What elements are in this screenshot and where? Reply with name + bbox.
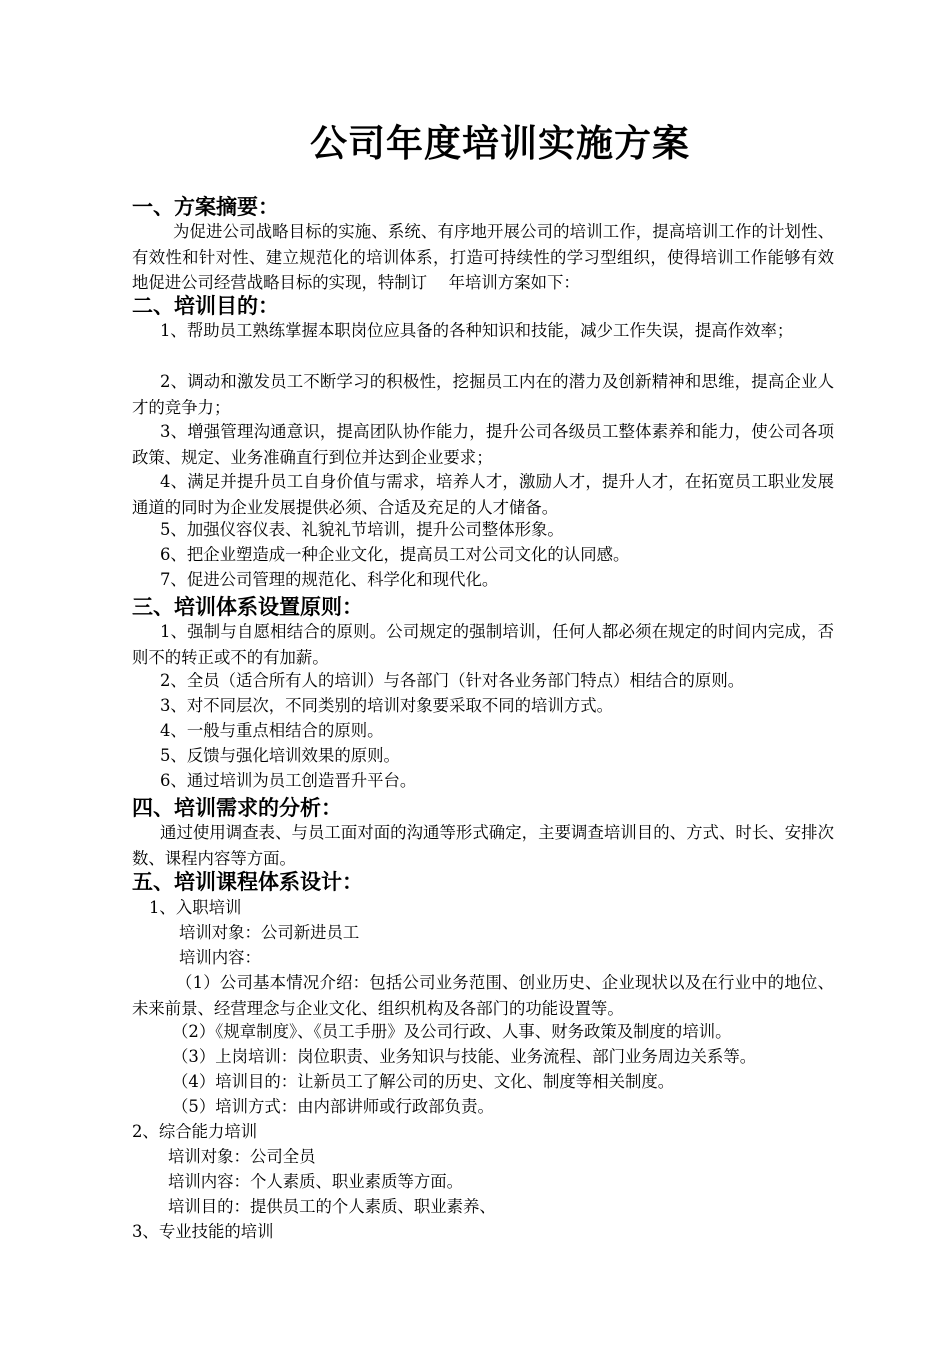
summary-paragraph: 为促进公司战略目标的实施、系统、有序地开展公司的培训工作，提高培训工作的计划性、有效性和针对性、建立规范化的培训体系，打造可持续性的学习型组织，使得培训工作能够有效地促进公司经营战略目标的实现，特制订 年培训方案如下： <box>132 222 834 293</box>
course-content-label: 培训内容： <box>179 948 261 967</box>
onboarding-item: （4）培训目的：让新员工了解公司的历史、文化、制度等相关制度。 <box>172 1072 675 1091</box>
purpose-item: 1、帮助员工熟练掌握本职岗位应具备的各种知识和技能，减少工作失误，提高作效率； <box>160 321 794 340</box>
course-title-onboarding: 1、入职培训 <box>149 898 242 917</box>
purpose-item: 4、满足并提升员工自身价值与需求，培养人才，激励人才，提升人才，在拓宽员工职业发展通道的同时为企业发展提供必须、合适及充足的人才储备。 <box>132 472 834 517</box>
section-heading-needs: 四、培训需求的分析： <box>132 795 342 820</box>
onboarding-item: （2）《规章制度》、《员工手册》及公司行政、人事、财务政策及制度的培训。 <box>172 1022 732 1041</box>
course-target: 培训对象：公司全员 <box>168 1147 316 1166</box>
needs-paragraph: 通过使用调查表、与员工面对面的沟通等形式确定，主要调查培训目的、方式、时长、安排次数、课程内容等方面。 <box>132 823 834 868</box>
principle-item: 3、对不同层次，不同类别的培训对象要采取不同的培训方式。 <box>160 696 613 715</box>
section-heading-curriculum: 五、培训课程体系设计： <box>132 869 363 894</box>
principle-item: 1、强制与自愿相结合的原则。公司规定的强制培训，任何人都必须在规定的时间内完成，否则不的转正或不的有加薪。 <box>132 622 834 667</box>
principle-item: 4、一般与重点相结合的原则。 <box>160 721 384 740</box>
document-title: 公司年度培训实施方案 <box>310 121 690 165</box>
principle-item: 5、反馈与强化培训效果的原则。 <box>160 746 400 765</box>
principle-item: 6、通过培训为员工创造晋升平台。 <box>160 771 417 790</box>
section-heading-summary: 一、方案摘要： <box>132 194 279 219</box>
course-content: 培训内容：个人素质、职业素质等方面。 <box>168 1172 464 1191</box>
onboarding-item: （1）公司基本情况介绍：包括公司业务范围、创业历史、企业现状以及在行业中的地位、未来前景、经营理念与企业文化、组织机构及各部门的功能设置等。 <box>132 973 834 1018</box>
purpose-item: 2、调动和激发员工不断学习的积极性，挖掘员工内在的潜力及创新精神和思维，提高企业人才的竞争力； <box>132 372 834 417</box>
principle-item: 2、全员（适合所有人的培训）与各部门（针对各业务部门特点）相结合的原则。 <box>160 671 745 690</box>
onboarding-item: （5）培训方式：由内部讲师或行政部负责。 <box>172 1097 494 1116</box>
course-title-general: 2、综合能力培训 <box>132 1122 258 1141</box>
purpose-item: 3、增强管理沟通意识，提高团队协作能力，提升公司各级员工整体素养和能力，使公司各项政策、规定、业务准确直行到位并达到企业要求； <box>132 422 834 467</box>
course-target: 培训对象：公司新进员工 <box>179 923 360 942</box>
purpose-item: 7、促进公司管理的规范化、科学化和现代化。 <box>160 570 499 589</box>
course-purpose: 培训目的：提供员工的个人素质、职业素养、 <box>168 1197 496 1216</box>
purpose-item: 5、加强仪容仪表、礼貌礼节培训，提升公司整体形象。 <box>160 520 564 539</box>
course-title-professional: 3、专业技能的培训 <box>132 1222 274 1241</box>
onboarding-item: （3）上岗培训：岗位职责、业务知识与技能、业务流程、部门业务周边关系等。 <box>172 1047 757 1066</box>
purpose-item: 6、把企业塑造成一种企业文化，提高员工对公司文化的认同感。 <box>160 545 630 564</box>
section-heading-purpose: 二、培训目的： <box>132 293 279 318</box>
section-heading-principles: 三、培训体系设置原则： <box>132 594 363 619</box>
